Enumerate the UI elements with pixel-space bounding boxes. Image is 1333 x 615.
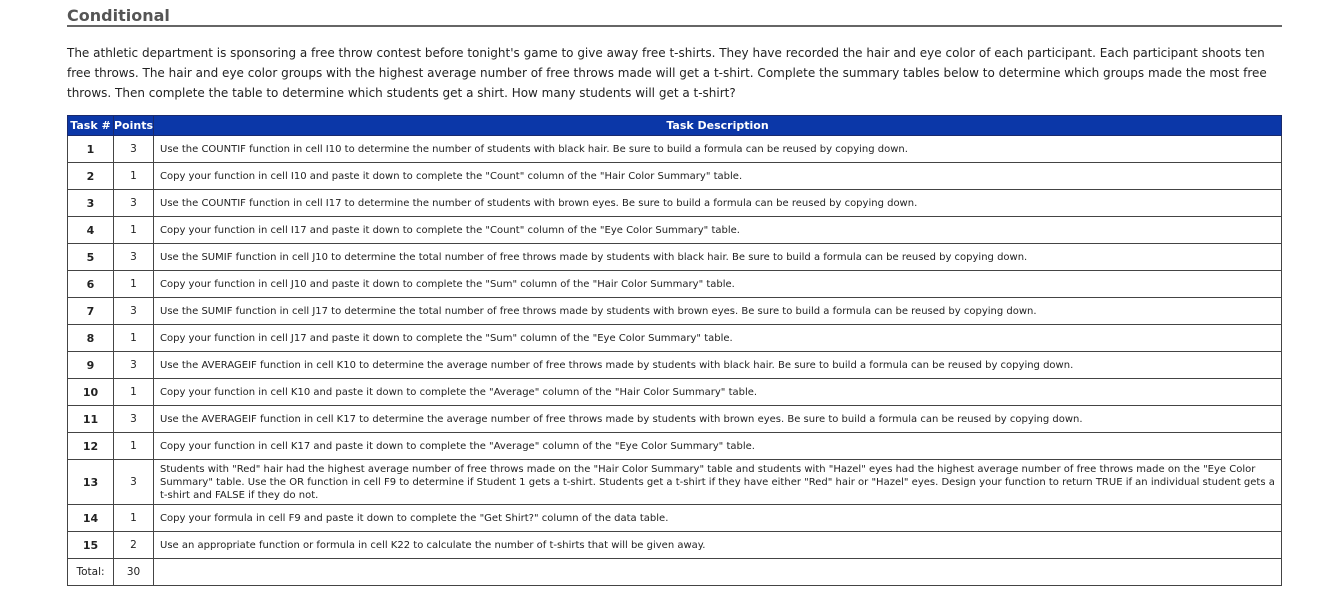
table-row	[68, 379, 1282, 406]
task-number: 10	[68, 379, 114, 406]
task-points: 3	[114, 406, 154, 433]
task-description: Copy your function in cell K17 and paste it down to complete the "Average" column of the "Eye Color Summary" table.	[154, 433, 1282, 460]
task-description: Copy your function in cell K10 and paste it down to complete the "Average" column of the "Hair Color Summary" table.	[154, 379, 1282, 406]
task-description: Copy your function in cell I17 and paste it down to complete the "Count" column of the "Eye Color Summary" table.	[154, 217, 1282, 244]
task-number: 12	[68, 433, 114, 460]
task-points: 3	[114, 352, 154, 379]
task-points: 3	[114, 298, 154, 325]
task-number: 5	[68, 244, 114, 271]
table-row	[68, 163, 1282, 190]
task-points: 2	[114, 532, 154, 559]
table-row	[68, 460, 1282, 505]
total-points: 30	[114, 559, 154, 586]
task-description: Use the SUMIF function in cell J17 to determine the total number of free throws made by students with brown eyes. Be sure to build a formula can be reused by copying down.	[154, 298, 1282, 325]
header-points: Points	[114, 116, 154, 136]
total-row	[68, 559, 1282, 586]
task-description: Copy your formula in cell F9 and paste it down to complete the "Get Shirt?" column of the data table.	[154, 505, 1282, 532]
task-description: Copy your function in cell I10 and paste it down to complete the "Count" column of the "Hair Color Summary" table.	[154, 163, 1282, 190]
header-task-description: Task Description	[154, 116, 1282, 136]
task-table	[67, 115, 1282, 586]
task-points: 1	[114, 505, 154, 532]
total-label: Total:	[68, 559, 114, 586]
task-number: 13	[68, 460, 114, 505]
task-points: 3	[114, 136, 154, 163]
title-divider	[67, 25, 1282, 27]
task-points: 1	[114, 163, 154, 190]
task-number: 3	[68, 190, 114, 217]
task-number: 15	[68, 532, 114, 559]
task-number: 6	[68, 271, 114, 298]
total-description-empty	[154, 559, 1282, 586]
task-description: Copy your function in cell J17 and paste it down to complete the "Sum" column of the "Eye Color Summary" table.	[154, 325, 1282, 352]
task-description: Use an appropriate function or formula in cell K22 to calculate the number of t-shirts that will be given away.	[154, 532, 1282, 559]
table-row	[68, 532, 1282, 559]
table-row	[68, 433, 1282, 460]
task-points: 1	[114, 325, 154, 352]
task-number: 2	[68, 163, 114, 190]
task-number: 1	[68, 136, 114, 163]
task-description: Copy your function in cell J10 and paste it down to complete the "Sum" column of the "Hair Color Summary" table.	[154, 271, 1282, 298]
task-number: 11	[68, 406, 114, 433]
task-points: 1	[114, 433, 154, 460]
header-task-number: Task #	[68, 116, 114, 136]
task-number: 8	[68, 325, 114, 352]
task-description: Use the SUMIF function in cell J10 to determine the total number of free throws made by students with black hair. Be sure to build a formula can be reused by copying down.	[154, 244, 1282, 271]
intro-paragraph: The athletic department is sponsoring a free throw contest before tonight's game to give away free t-shirts. They have recorded the hair and eye color of each participant. Each participant shoots ten free throws. The hair and eye color groups with the highest average number of free throws made will get a t-shirt. Complete the summary tables below to determine which groups made the most free throws. Then complete the table to determine which students get a shirt. How many students will get a t-shirt?	[67, 46, 1267, 100]
task-points: 3	[114, 460, 154, 505]
task-number: 9	[68, 352, 114, 379]
table-row	[68, 352, 1282, 379]
table-row	[68, 298, 1282, 325]
table-row	[68, 271, 1282, 298]
table-row	[68, 505, 1282, 532]
table-row	[68, 136, 1282, 163]
table-header-row	[68, 116, 1282, 136]
task-points: 1	[114, 217, 154, 244]
task-number: 7	[68, 298, 114, 325]
task-points: 3	[114, 190, 154, 217]
task-description: Use the COUNTIF function in cell I17 to determine the number of students with brown eyes. Be sure to build a formula can be reused by copying down.	[154, 190, 1282, 217]
task-points: 3	[114, 244, 154, 271]
table-row	[68, 406, 1282, 433]
table-row	[68, 190, 1282, 217]
task-description: Use the AVERAGEIF function in cell K10 to determine the average number of free throws made by students with black hair. Be sure to build a formula can be reused by copying down.	[154, 352, 1282, 379]
table-row	[68, 217, 1282, 244]
task-description: Use the COUNTIF function in cell I10 to determine the number of students with black hair. Be sure to build a formula can be reused by copying down.	[154, 136, 1282, 163]
task-points: 1	[114, 379, 154, 406]
task-points: 1	[114, 271, 154, 298]
table-row	[68, 244, 1282, 271]
page-title: Conditional	[67, 6, 170, 25]
task-number: 14	[68, 505, 114, 532]
table-row	[68, 325, 1282, 352]
task-description: Use the AVERAGEIF function in cell K17 to determine the average number of free throws made by students with brown eyes. Be sure to build a formula can be reused by copying down.	[154, 406, 1282, 433]
task-description: Students with "Red" hair had the highest average number of free throws made on the "Hair Color Summary" table and students with "Hazel" eyes had the highest average number of free throws made on the "Eye Color Summary" table. Use the OR function in cell F9 to determine if Student 1 gets a t-shirt. Students get a t-shirt if they have either "Red" hair or "Hazel" eyes. Design your function to return TRUE if an individual student gets a t-shirt and FALSE if they do not.	[154, 460, 1282, 505]
task-number: 4	[68, 217, 114, 244]
